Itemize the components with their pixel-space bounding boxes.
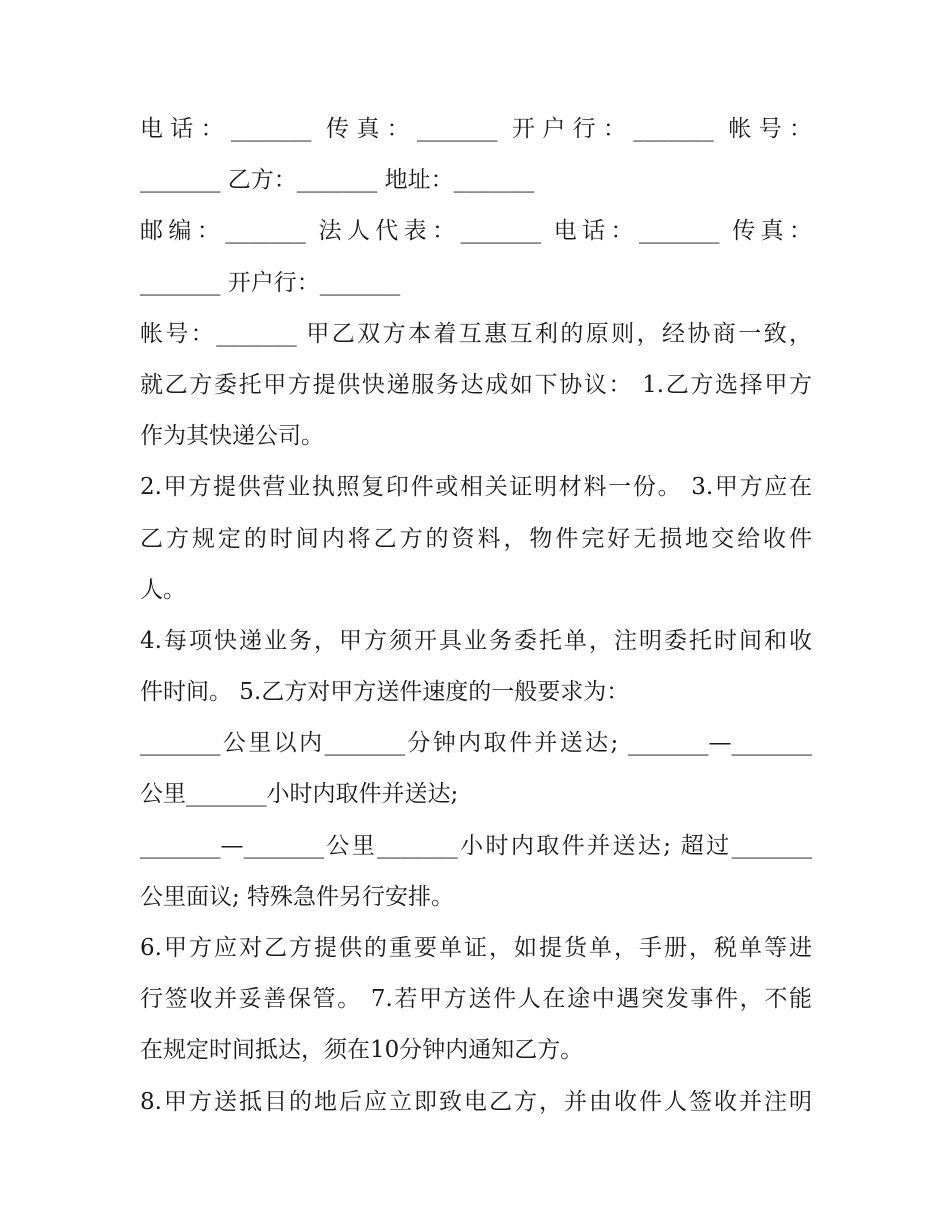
text-line-16: 公里面议; 特殊急件另行安排。 <box>140 883 455 910</box>
text-line-3: 邮编：_______ 法人代表：_______ 电话：_______ 传真： <box>140 218 812 245</box>
text-line-10: 人。 <box>140 576 186 603</box>
text-line-4: _______ 开户行：_______ <box>140 269 401 296</box>
text-line-8: 2.甲方提供营业执照复印件或相关证明材料一份。 3.甲方应在 <box>140 474 812 501</box>
text-line-18: 行签收并妥善保管。 7.若甲方送件人在途中遇突发事件，不能 <box>140 986 812 1013</box>
text-line-14: 公里_______小时内取件并送达; <box>140 781 459 808</box>
text-line-17: 6.甲方应对乙方提供的重要单证，如提货单，手册，税单等进 <box>140 935 812 961</box>
text-line-12: 件时间。 5.乙方对甲方送件速度的一般要求为： <box>140 679 630 706</box>
text-line-2: _______ 乙方：_______ 地址：_______ <box>140 167 535 194</box>
text-line-6: 就乙方委托甲方提供快递服务达成如下协议： 1.乙方选择甲方 <box>140 371 812 398</box>
text-line-1: 电话：_______ 传真：_______ 开户行：_______ 帐号： <box>140 116 812 142</box>
document-body <box>140 104 812 1128</box>
text-line-19: 在规定时间抵达，须在10分钟内通知乙方。 <box>140 1037 584 1064</box>
text-line-15: _______—_______公里_______小时内取件并送达; 超过_______ <box>140 832 812 859</box>
text-line-9: 乙方规定的时间内将乙方的资料，物件完好无损地交给收件 <box>140 525 812 552</box>
text-line-20: 8.甲方送抵目的地后应立即致电乙方，并由收件人签收并注明 <box>140 1088 812 1115</box>
text-line-13: _______公里以内_______分钟内取件并送达; _______—_______ <box>140 730 812 757</box>
text-line-7: 作为其快递公司。 <box>140 423 324 450</box>
text-line-11: 4.每项快递业务，甲方须开具业务委托单，注明委托时间和收 <box>140 627 812 654</box>
text-line-5: 帐号：_______ 甲乙双方本着互惠互利的原则，经协商一致， <box>140 320 812 347</box>
